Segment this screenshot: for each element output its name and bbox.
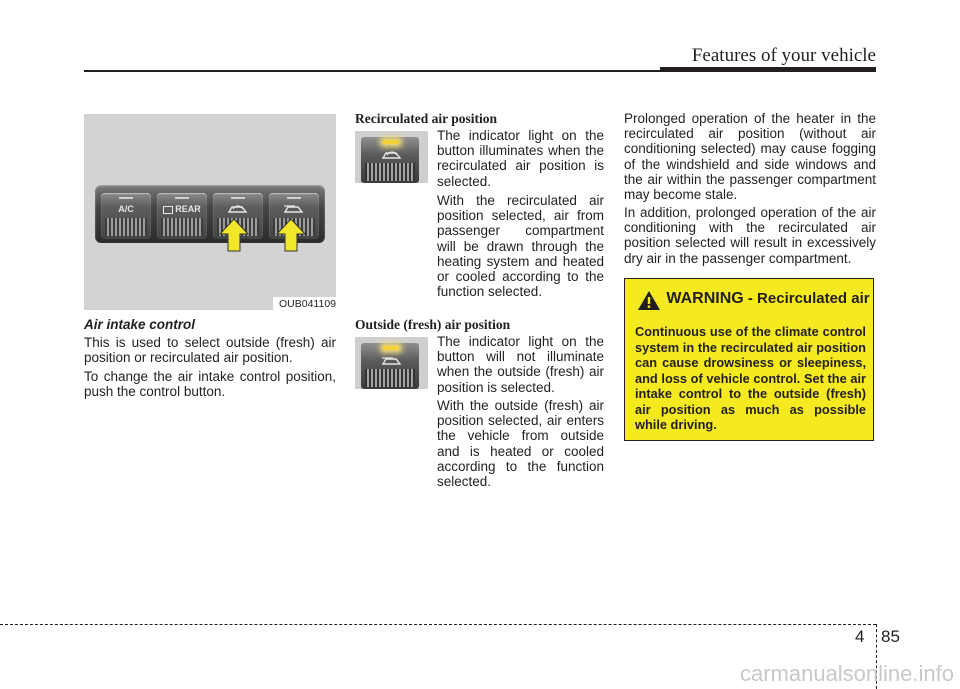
recirculate-car-icon (227, 203, 249, 215)
indicator-light-on (383, 140, 399, 144)
warning-triangle-icon (637, 290, 661, 311)
ac-label: A/C (118, 204, 134, 214)
dry-air-paragraph: In addition, prolonged operation of the air conditioning with the recirculated air position selected will result in excessively dry air in the passenger compartment. (624, 205, 876, 266)
fresh-air-car-icon (283, 203, 305, 215)
watermark: carmanualsonline.info (739, 661, 954, 686)
recirculated-paragraph-1: The indicator light on the button illuminates when the recirculated air position is selected. (437, 128, 604, 189)
fresh-air-car-icon (381, 355, 403, 367)
outside-air-paragraph-2: With the outside (fresh) air position selected, air enters the vehicle from outside and is heated or cooled according to the function selected. (437, 398, 604, 490)
recirculate-car-icon (381, 149, 403, 161)
warning-box (624, 278, 874, 441)
ac-button (101, 193, 151, 239)
recirculated-paragraph-2: With the recirculated air position selected, air from passenger compartment will be drawn through the heating system and heated or cooled according to the function selected. (437, 193, 604, 300)
page-number: 85 (881, 627, 900, 646)
rear-label: REAR (157, 204, 207, 214)
recirculated-heading: Recirculated air position (355, 111, 497, 126)
figure-code: OUB041109 (273, 297, 336, 310)
outside-air-heading: Outside (fresh) air position (355, 317, 511, 332)
footer-rule (0, 624, 876, 625)
chapter-number: 4 (855, 627, 865, 646)
arrow-up-icon (219, 218, 249, 252)
air-intake-heading: Air intake control (84, 317, 196, 332)
recirculated-thumbnail (355, 131, 428, 183)
outside-air-thumbnail (355, 337, 428, 389)
warning-subject: - Recirculated air (743, 290, 870, 307)
header-rule-accent (660, 67, 876, 72)
arrow-up-icon (276, 218, 306, 252)
warning-title (663, 291, 873, 307)
rear-defrost-button (157, 193, 207, 239)
warning-label: WARNING (666, 290, 744, 307)
control-panel-figure (84, 114, 336, 310)
indicator-light-glow (383, 346, 399, 350)
outside-air-paragraph-1: The indicator light on the button will not illuminate when the outside (fresh) air position is selected. (437, 334, 604, 395)
warning-text: Continuous use of the climate control system in the recirculated air position can cause drowsiness or sleepiness, and loss of vehicle control. Set the air intake control to the outside (fresh) air position as much as possible while driving. (635, 324, 866, 432)
stale-air-paragraph: Prolonged operation of the heater in the recirculated air position (without air conditioning selected) may cause fogging of the windshield and side windows and the air within the passenger compartment may become stale. (624, 111, 876, 203)
air-intake-paragraph-1: This is used to select outside (fresh) air position or recirculated air position. (84, 335, 336, 366)
air-intake-paragraph-2: To change the air intake control position, push the control button. (84, 369, 336, 400)
section-title: Features of your vehicle (691, 45, 876, 66)
